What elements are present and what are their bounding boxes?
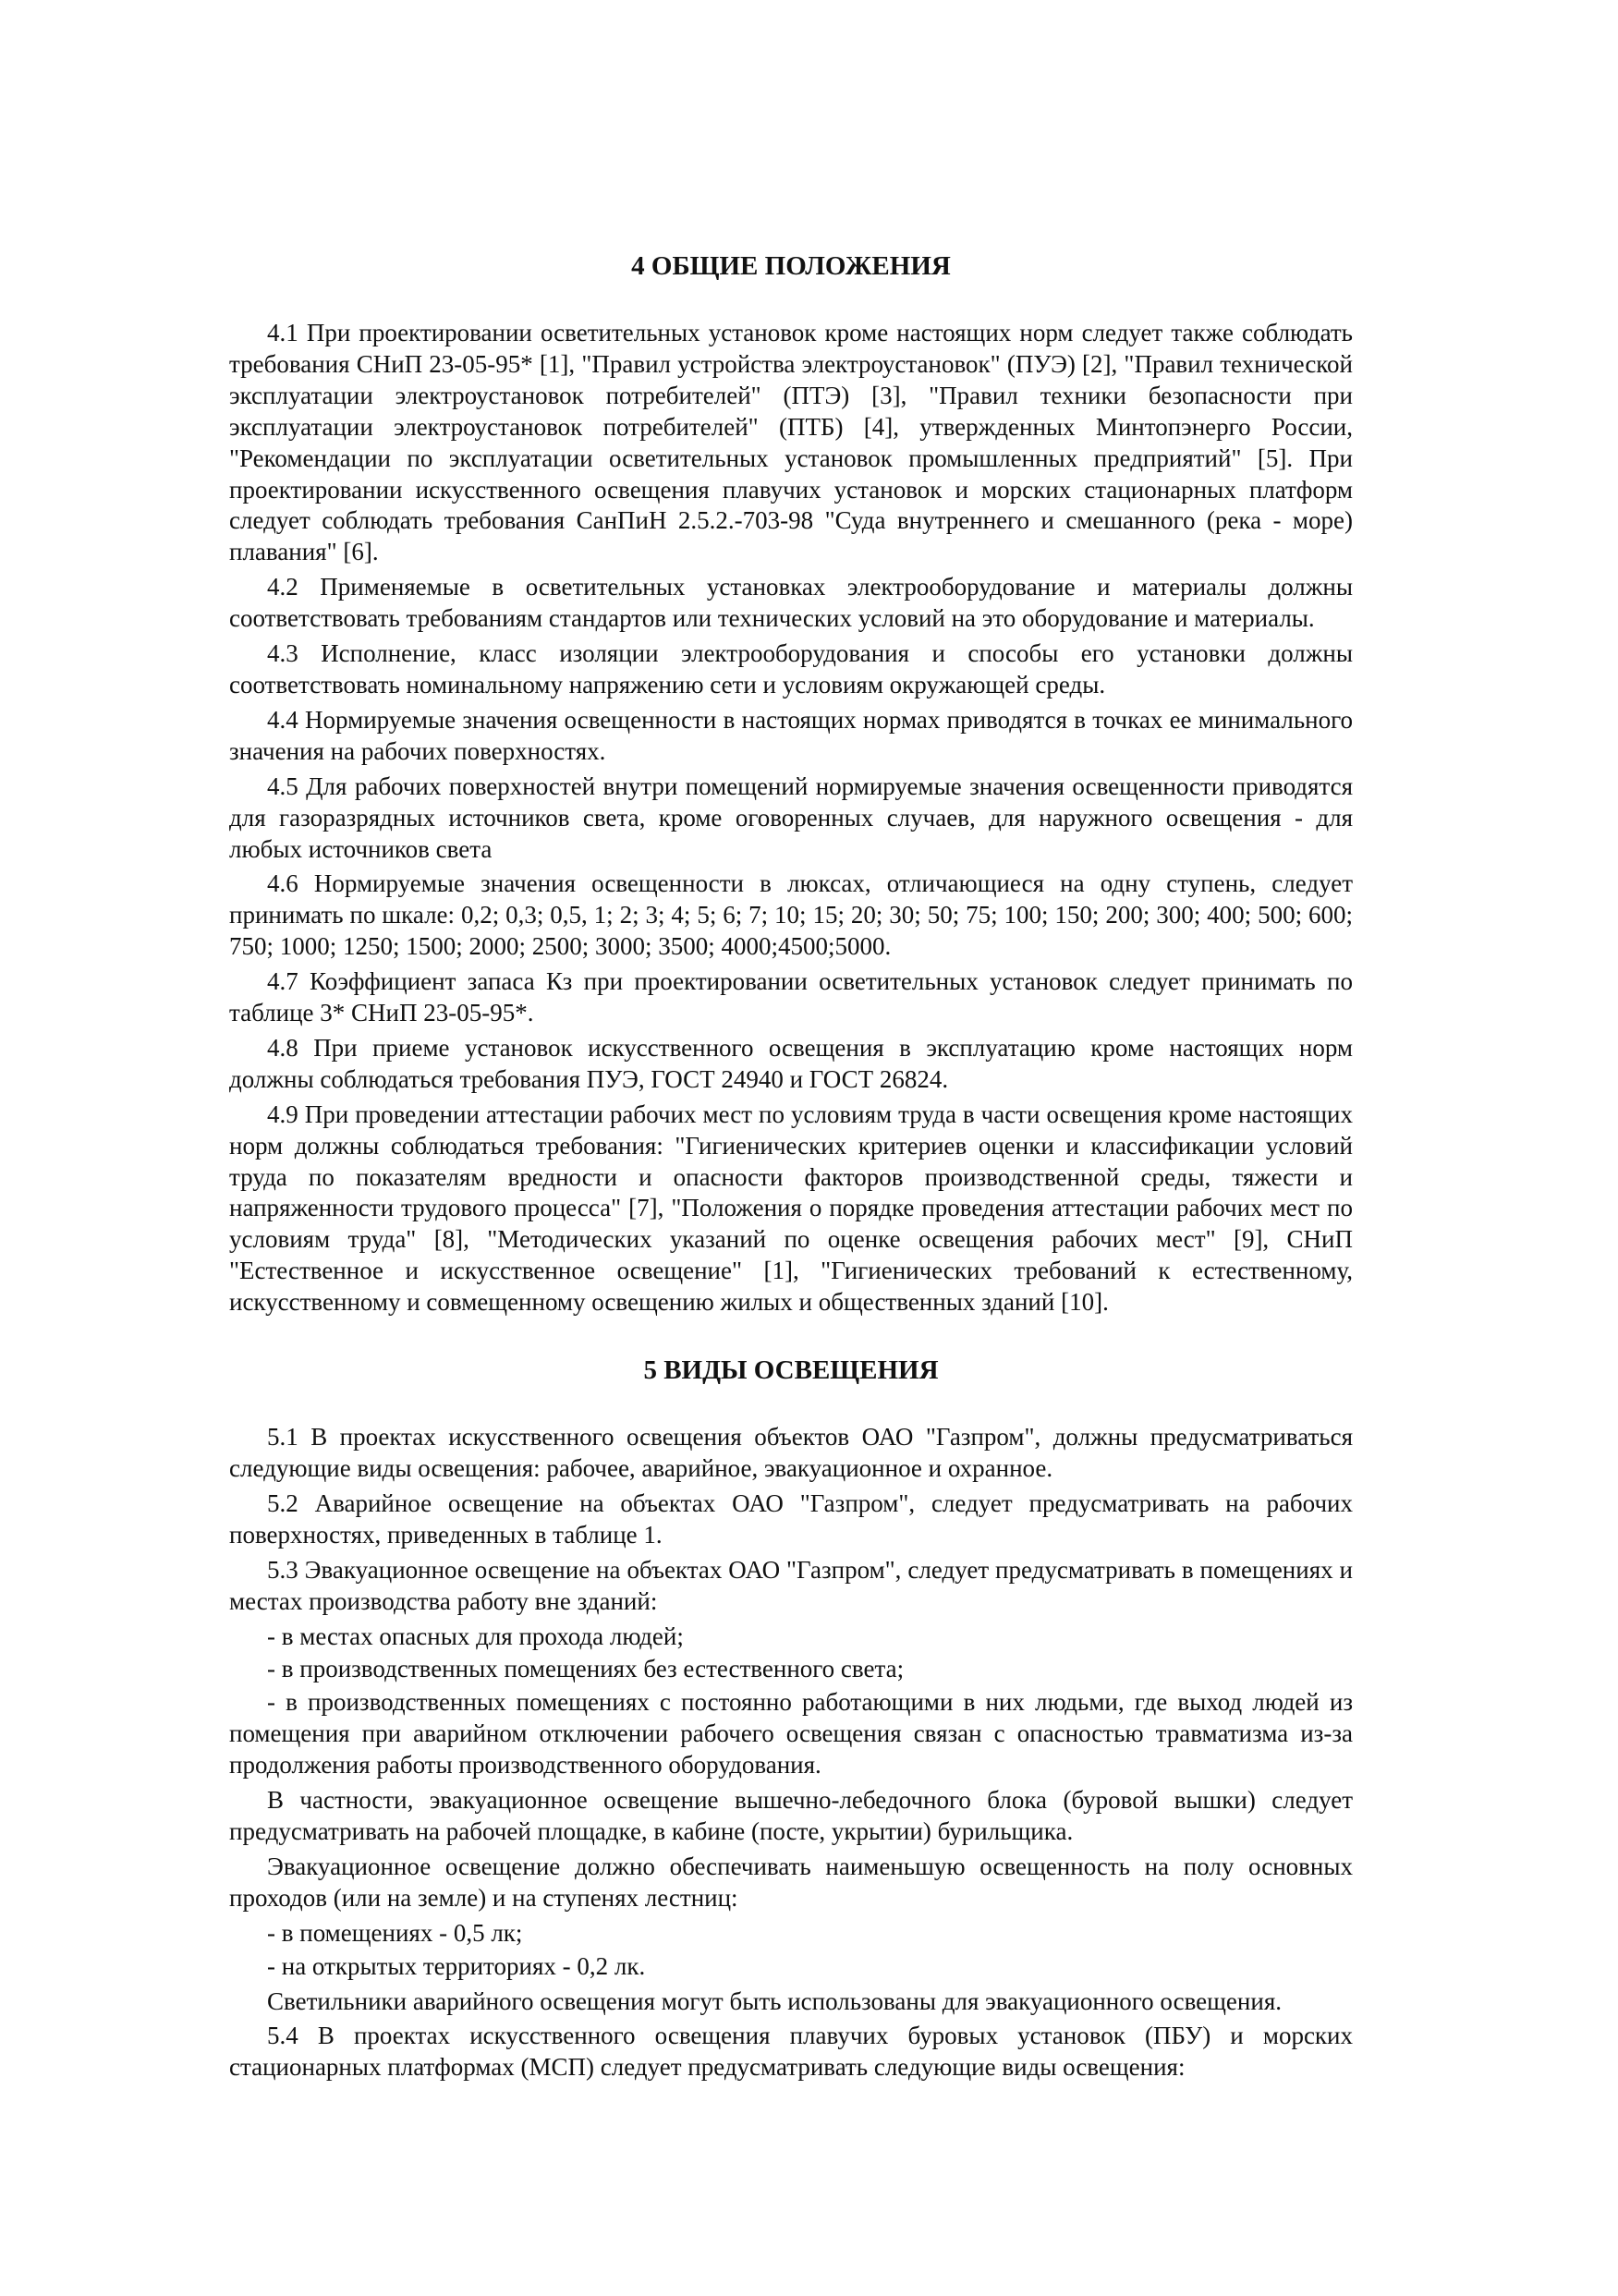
clause-4-3: 4.3 Исполнение, класс изоляции электрооборудования и способы его установки должны соответствовать номинальному напряжению сети и условиям окружающей среды. bbox=[229, 639, 1353, 699]
clause-5-2: 5.2 Аварийное освещение на объектах ОАО "Газпром", следует предусматривать на рабочих поверхностях, приведенных в таблице 1. bbox=[229, 1488, 1353, 1549]
list-item: - на открытых территориях - 0,2 лк. bbox=[267, 1951, 646, 1980]
paragraph: Эвакуационное освещение должно обеспечивать наименьшую освещенность на полу основных проходов (или на земле) и на ступенях лестниц: bbox=[229, 1852, 1353, 1912]
section-4-heading: 4 ОБЩИЕ ПОЛОЖЕНИЯ bbox=[631, 251, 951, 281]
list-item: - в производственных помещениях с постоянно работающими в них людьми, где выход людей из помещения при аварийном отключении рабочего освещения связан с опасностью травматизма из-за продолжения работы производственного оборудования. bbox=[229, 1688, 1353, 1780]
clause-4-7: 4.7 Коэффициент запаса Кз при проектировании осветительных установок следует принимать по таблице 3* СНиП 23-05-95*. bbox=[229, 967, 1353, 1027]
clause-4-1: 4.1 При проектировании осветительных установок кроме настоящих норм следует также соблюдать требования СНиП 23-05-95* [1], "Правил устройства электроустановок" (ПУЭ) [2], "Правил технической эксплуатации электроустановок потребителей" (ПТЭ) [3], "Правил техники безопасности при эксплуатации электроустановок потребителей" (ПТБ) [4], утвержденных Минтопэнерго России, "Рекомендации по эксплуатации осветительных установок промышленных предприятий" [5]. При проектировании искусственного освещения плавучих установок и морских стационарных платформ следует соблюдать требования СанПиН 2.5.2.-703-98 "Суда внутреннего и смешанного (река - море) плавания" [6]. bbox=[229, 319, 1353, 566]
list-item: - в местах опасных для прохода людей; bbox=[267, 1622, 684, 1650]
clause-5-3: 5.3 Эвакуационное освещение на объектах ОАО "Газпром", следует предусматривать в помещениях и местах производства работу вне зданий: bbox=[229, 1555, 1353, 1615]
clause-5-1: 5.1 В проектах искусственного освещения объектов ОАО "Газпром", должны предусматриваться следующие виды освещения: рабочее, аварийное, эвакуационное и охранное. bbox=[229, 1423, 1353, 1482]
document-body bbox=[229, 251, 1353, 2087]
paragraph: Светильники аварийного освещения могут быть использованы для эвакуационного освещения. bbox=[267, 1986, 1282, 2015]
clause-5-4: 5.4 В проектах искусственного освещения плавучих буровых установок (ПБУ) и морских стационарных платформах (МСП) следует предусматривать следующие виды освещения: bbox=[229, 2022, 1353, 2082]
clause-4-9: 4.9 При проведении аттестации рабочих мест по условиям труда в части освещения кроме настоящих норм должны соблюдаться требования: "Гигиенических критериев оценки и классификации условий труда по показателям вредности и опасности факторов производственной среды, тяжести и напряженности трудового процесса" [7], "Положения о порядке проведения аттестации рабочих мест по условиям труда" [8], "Методических указаний по оценке освещения рабочих мест" [9], СНиП "Естественное и искусственное освещение" [1], "Гигиенических требований к естественному, искусственному и совмещенному освещению жилых и общественных зданий [10]. bbox=[229, 1099, 1353, 1317]
clause-4-8: 4.8 При приеме установок искусственного освещения в эксплуатацию кроме настоящих норм должны соблюдаться требования ПУЭ, ГОСТ 24940 и ГОСТ 26824. bbox=[229, 1033, 1353, 1093]
list-item: - в производственных помещениях без естественного света; bbox=[267, 1655, 905, 1683]
clause-4-4: 4.4 Нормируемые значения освещенности в настоящих нормах приводятся в точках ее минимального значения на рабочих поверхностях. bbox=[229, 705, 1353, 765]
list-item: - в помещениях - 0,5 лк; bbox=[267, 1918, 523, 1947]
paragraph: В частности, эвакуационное освещение вышечно-лебедочного блока (буровой вышки) следует предусматривать на рабочей площадке, в кабине (посте, укрытии) бурильщика. bbox=[229, 1786, 1353, 1845]
clause-4-6: 4.6 Нормируемые значения освещенности в люксах, отличающиеся на одну ступень, следует принимать по шкале: 0,2; 0,3; 0,5, 1; 2; 3; 4; 5; 6; 7; 10; 15; 20; 30; 50; 75; 100; 150; 200; 300; 400; 500; 600; 750; 1000; 1250; 1500; 2000; 2500; 3000; 3500; 4000;4500;5000. bbox=[229, 869, 1353, 961]
clause-4-5: 4.5 Для рабочих поверхностей внутри помещений нормируемые значения освещенности приводятся для газоразрядных источников света, кроме оговоренных случаев, для наружного освещения - для любых источников света bbox=[229, 771, 1353, 863]
clause-4-2: 4.2 Применяемые в осветительных установках электрооборудование и материалы должны соответствовать требованиям стандартов или технических условий на это оборудование и материалы. bbox=[229, 573, 1353, 633]
section-5-heading: 5 ВИДЫ ОСВЕЩЕНИЯ bbox=[643, 1355, 939, 1386]
